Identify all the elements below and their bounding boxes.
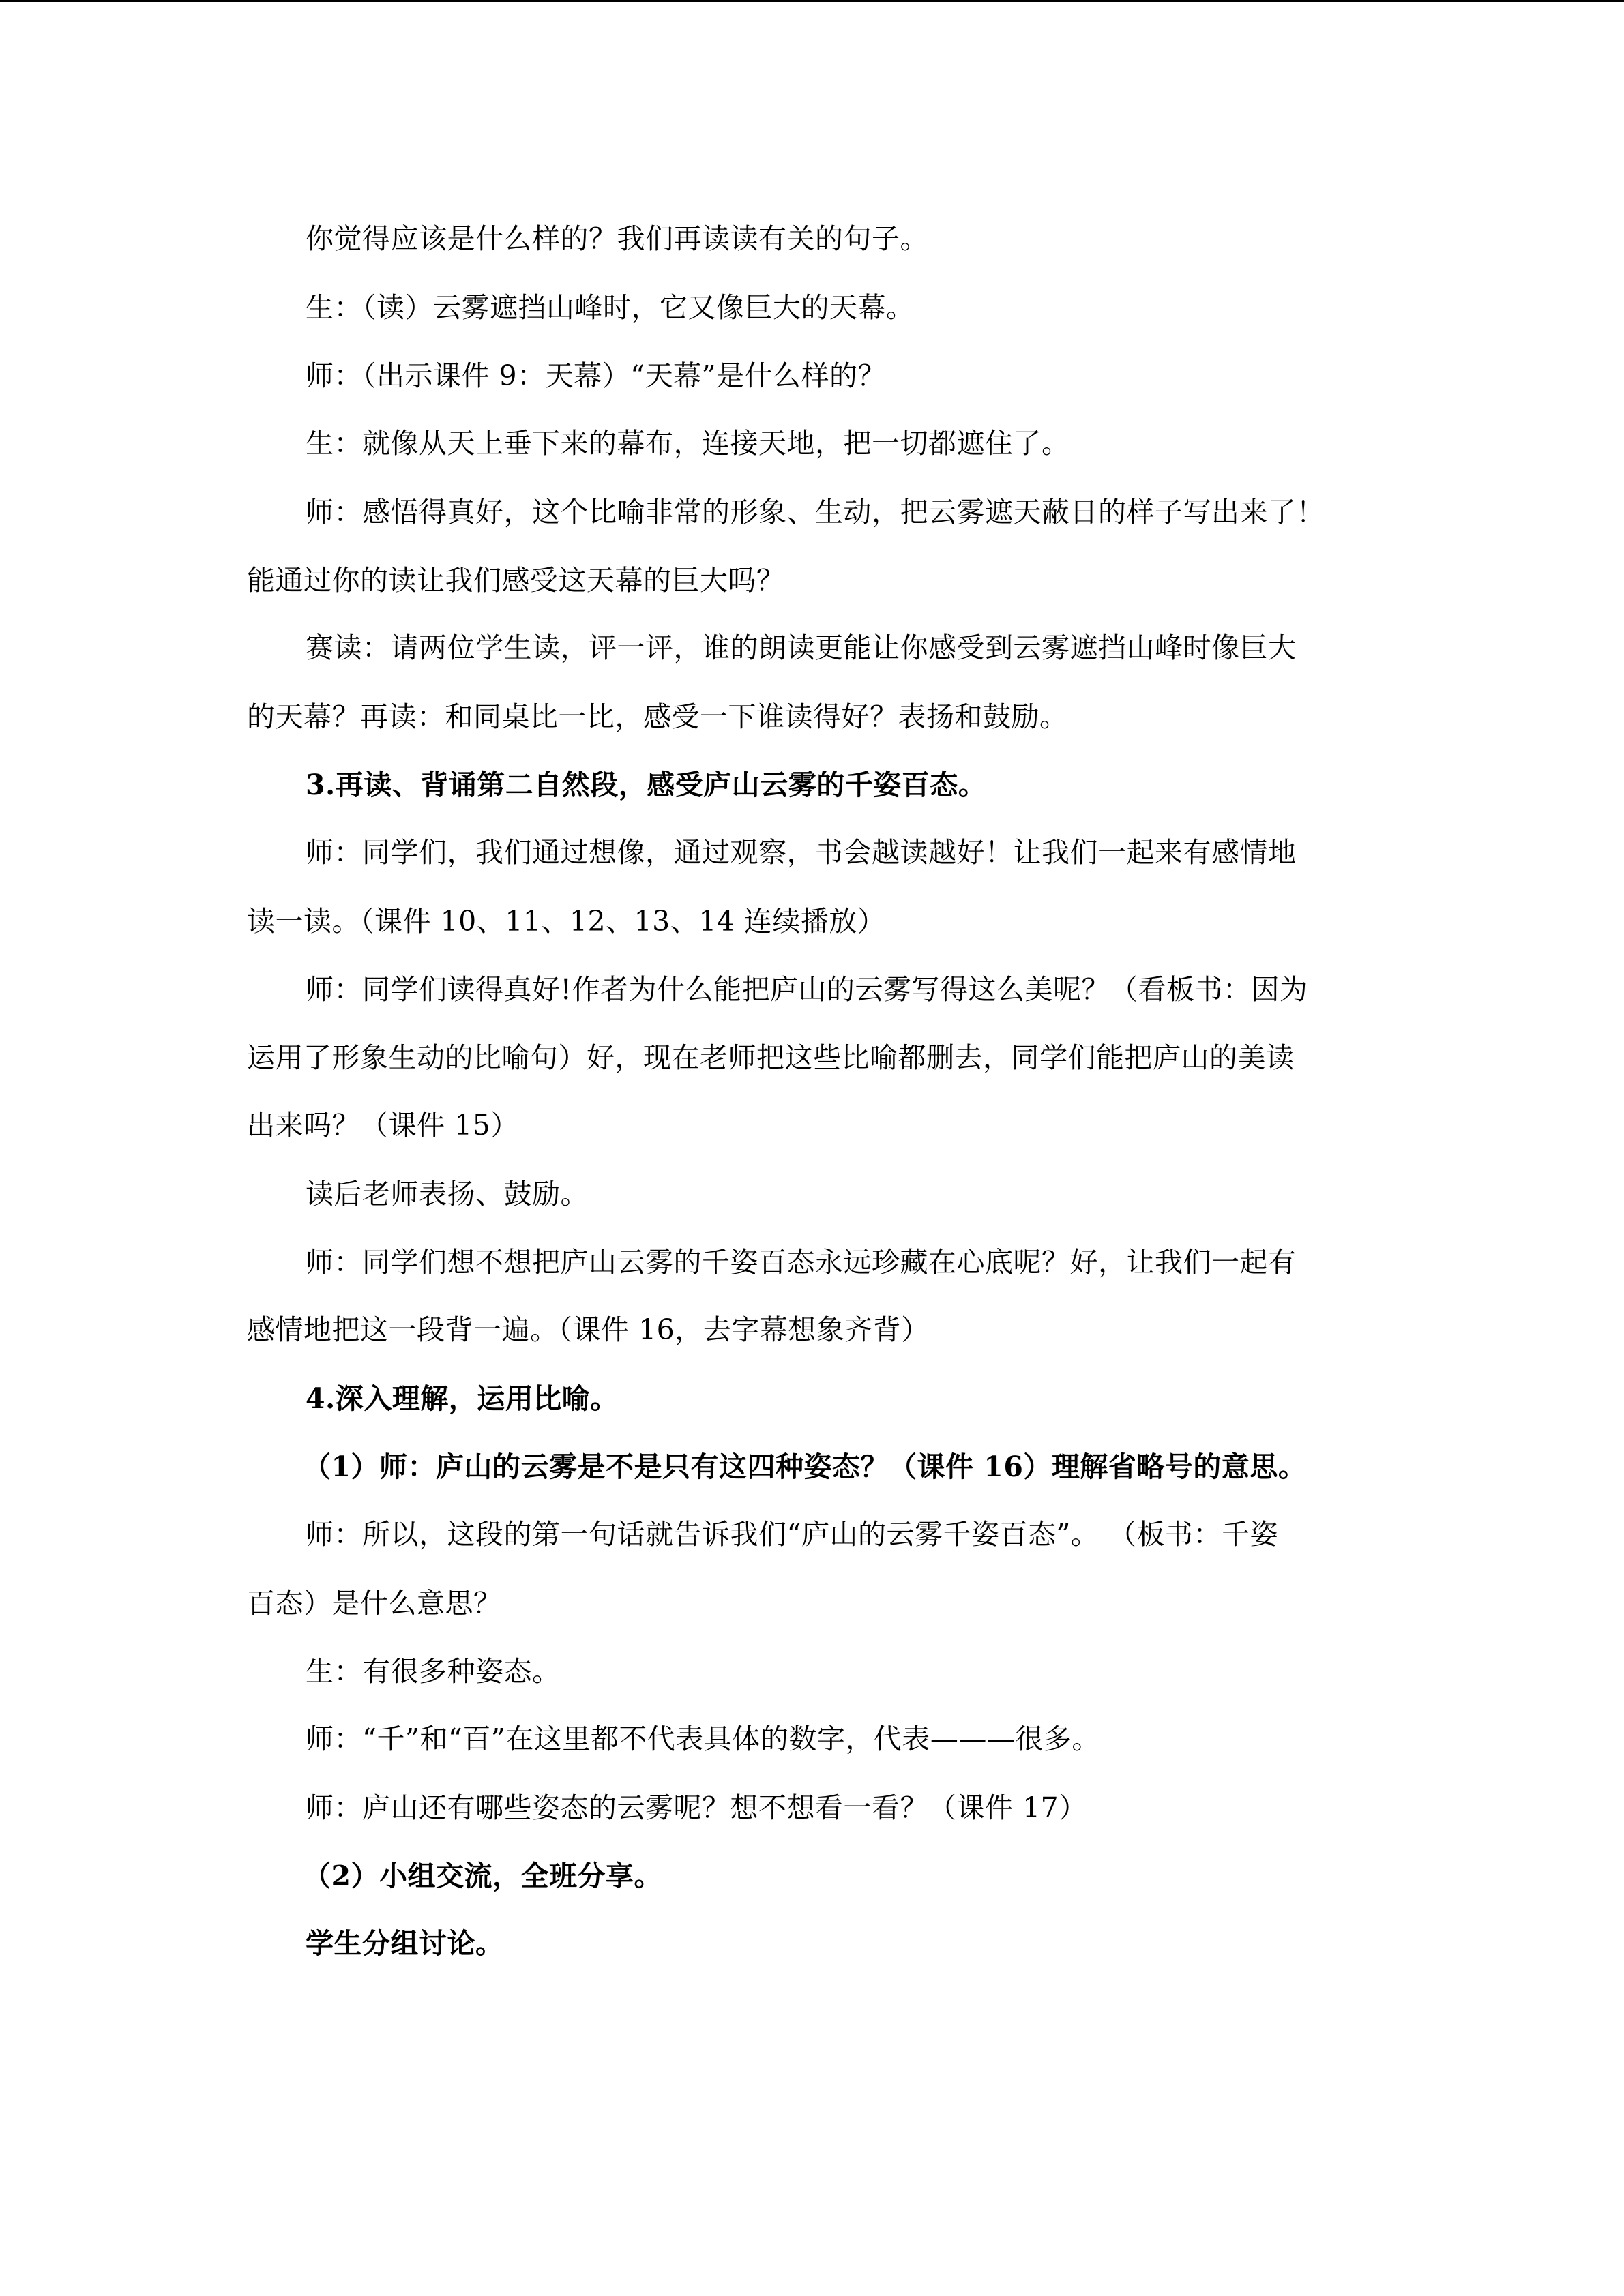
subsection-heading: （1）师：庐山的云雾是不是只有这四种姿态？（课件 16）理解省略号的意思。: [303, 1450, 1307, 1483]
subsection-heading: （2）小组交流，全班分享。: [303, 1860, 663, 1892]
paragraph-line: 生：就像从天上垂下来的幕布，连接天地，把一切都遮住了。: [306, 427, 1070, 460]
paragraph-line: 赛读：请两位学生读，评一评，谁的朗读更能让你感受到云雾遮挡山峰时像巨大: [306, 631, 1297, 664]
paragraph-line: 师：所以，这段的第一句话就告诉我们“庐山的云雾千姿百态”。 （板书：千姿: [306, 1518, 1278, 1551]
paragraph-line: 师：同学们读得真好!作者为什么能把庐山的云雾写得这么美呢？（看板书：因为: [306, 973, 1308, 1006]
paragraph-line: 你觉得应该是什么样的？我们再读读有关的句子。: [306, 222, 928, 255]
paragraph-line: 师：同学们，我们通过想像，通过观察，书会越读越好！让我们一起来有感情地: [306, 836, 1297, 869]
paragraph-line: 百态）是什么意思？: [247, 1587, 502, 1620]
paragraph-line: 读一读。（课件 10、11、12、13、14 连续播放）: [247, 905, 886, 938]
paragraph-line: 生：（读）云雾遮挡山峰时，它又像巨大的天幕。: [306, 291, 915, 324]
paragraph-line: 师：（出示课件 9：天幕）“天幕”是什么样的？: [306, 359, 887, 392]
paragraph-line: 的天幕？再读：和同桌比一比，感受一下谁读得好？表扬和鼓励。: [247, 700, 1068, 733]
section-heading: 4.深入理解，运用比喻。: [306, 1382, 619, 1415]
paragraph-line: 师：同学们想不想把庐山云雾的千姿百态永远珍藏在心底呢？好，让我们一起有: [306, 1246, 1297, 1279]
paragraph-line: 出来吗？（课件 15）: [247, 1109, 519, 1142]
paragraph-line: 师：感悟得真好，这个比喻非常的形象、生动，把云雾遮天蔽日的样子写出来了！: [306, 496, 1325, 528]
paragraph-line: 师：“千”和“百”在这里都不代表具体的数字，代表———很多。: [306, 1723, 1100, 1755]
paragraph-line: 能通过你的读让我们感受这天幕的巨大吗？: [247, 564, 785, 597]
section-heading: 3.再读、背诵第二自然段，感受庐山云雾的千姿百态。: [306, 769, 987, 801]
paragraph-line: 学生分组讨论。: [306, 1927, 504, 1960]
paragraph-line: 生：有很多种姿态。: [306, 1655, 561, 1688]
top-border: [0, 0, 1624, 2]
paragraph-line: 读后老师表扬、鼓励。: [306, 1178, 589, 1210]
paragraph-line: 感情地把这一段背一遍。（课件 16，去字幕想象齐背）: [247, 1313, 930, 1346]
paragraph-line: 运用了形象生动的比喻句）好，现在老师把这些比喻都删去，同学们能把庐山的美读: [247, 1041, 1295, 1074]
paragraph-line: 师：庐山还有哪些姿态的云雾呢？想不想看一看？（课件 17）: [306, 1791, 1087, 1824]
